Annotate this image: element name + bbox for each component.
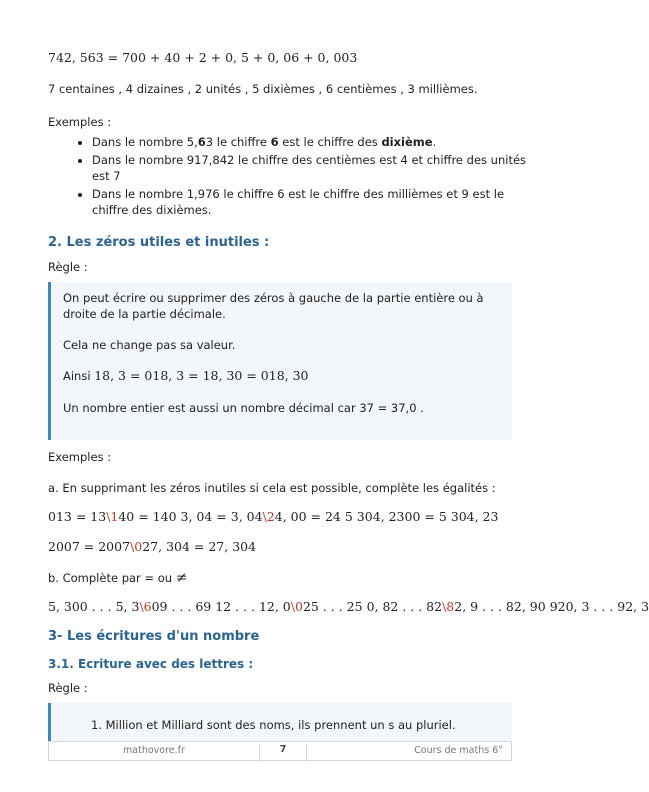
exercise-b: b. Complète par = ou ≠ [48,570,188,586]
list-item: • Dans le nombre 5,63 le chiffre 6 est le chiffre des dixième. [92,134,532,150]
rule-label: Règle : [48,681,88,695]
section-title: 2. Les zéros utiles et inutiles : [48,235,270,250]
examples-list [78,134,532,220]
footer-site: mathovore.fr [123,745,185,756]
comparison-line: 5, 300 . . . 5, 3\609 . . . 69 12 . . . 12, 0\025 . . . 25 0, 82 . . . 82\82, 9 . . . 82, 90 920, 3 . . . 92, 3 [48,599,649,614]
rule-box [48,703,512,741]
rule-example: Ainsi 18, 3 = 018, 3 = 18, 30 = 018, 30 [63,368,309,383]
rule-text: On peut écrire ou supprimer des zéros à gauche de la partie entière ou à droite de la partie décimale. [63,291,484,321]
rule-label: Règle : [48,260,88,274]
rule-text: Cela ne change pas sa valeur. [63,338,236,352]
section-title: 3- Les écritures d'un nombre [48,629,260,644]
examples-label: Exemples : [48,115,112,129]
rule-text: Un nombre entier est aussi un nombre décimal car 37 = 37,0 . [63,401,424,415]
subsection-title: 3.1. Ecriture avec des lettres : [48,657,254,671]
list-item: • Dans le nombre 1,976 le chiffre 6 est le chiffre des millièmes et 9 est le chiffre des dixièmes. [92,186,532,218]
rule-box [48,282,512,440]
examples-label: Exemples : [48,450,112,464]
page-footer [48,741,512,761]
equality-line: 2007 = 2007\027, 304 = 27, 304 [48,539,257,554]
decomposition-formula: 742, 563 = 700 + 40 + 2 + 0, 5 + 0, 06 + 0, 003 [48,50,358,65]
decomposition-words: 7 centaines , 4 dizaines , 2 unités , 5 dixièmes , 6 centièmes , 3 millièmes. [48,82,478,96]
footer-course: Cours de maths 6° [414,745,503,756]
equality-line: 013 = 13\140 = 140 3, 04 = 3, 04\24, 00 = 24 5 304, 2300 = 5 304, 23 [48,509,499,524]
footer-page-number: 7 [259,744,307,762]
list-item: • Dans le nombre 917,842 le chiffre des centièmes est 4 et chiffre des unités est 7 [92,152,532,184]
exercise-a: a. En supprimant les zéros inutiles si cela est possible, complète les égalités : [48,481,496,495]
rule-text: 1. Million et Milliard sont des noms, ils prennent un s au pluriel. [91,718,456,732]
